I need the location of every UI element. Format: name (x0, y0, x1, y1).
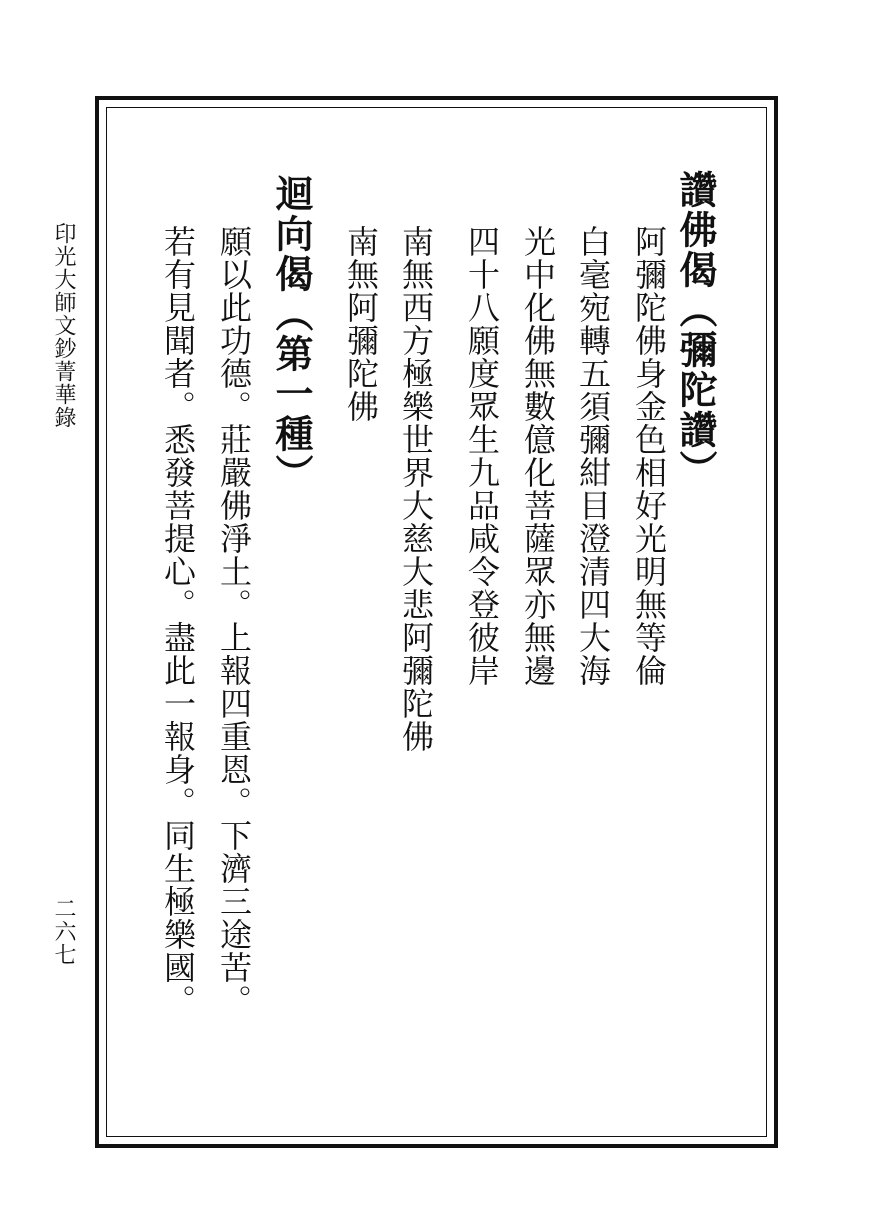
verse-line-4-second: 九品咸令登彼岸 (463, 456, 501, 687)
verse-line-3 (511, 225, 565, 687)
verse-line-5 (397, 225, 435, 753)
verse-line-1 (622, 225, 676, 687)
verse-line-1-second: 相好光明無等倫 (630, 456, 668, 687)
verse-line-5-first: 南無西方極樂世界 (397, 225, 435, 489)
verse-line-5-second: 大慈大悲 (397, 489, 435, 621)
verse-line-3-first: 光中化佛無數億 (519, 225, 557, 456)
verse-line-4 (455, 225, 509, 687)
verse-line-1-first: 阿彌陀佛身金色 (630, 225, 668, 456)
verse-line-2-first: 白毫宛轉五須彌 (574, 225, 612, 456)
verse-line-4-first: 四十八願度眾生 (463, 225, 501, 456)
verse-line-5-third: 阿彌陀佛 (397, 621, 435, 753)
section-heading-praise: 讚佛偈（彌陀讚） (673, 170, 718, 490)
dedication-line-1: 願以此功德。莊嚴佛淨土。上報四重恩。下濟三途苦。 (215, 225, 253, 1017)
verse-line-6-first: 南無阿彌陀佛 (342, 225, 380, 423)
section-heading-dedication: 迴向偈（第一種） (269, 174, 314, 494)
verse-line-2 (566, 225, 620, 687)
book-title: 印光大師文鈔菁華錄 (51, 222, 76, 429)
verse-line-6 (342, 225, 380, 423)
verse-line-3-second: 化菩薩眾亦無邊 (519, 456, 557, 687)
dedication-line-2: 若有見聞者。悉發菩提心。盡此一報身。同生極樂國。 (159, 225, 197, 1017)
page-number: 二六七 (51, 897, 76, 966)
verse-line-2-second: 紺目澄清四大海 (574, 456, 612, 687)
